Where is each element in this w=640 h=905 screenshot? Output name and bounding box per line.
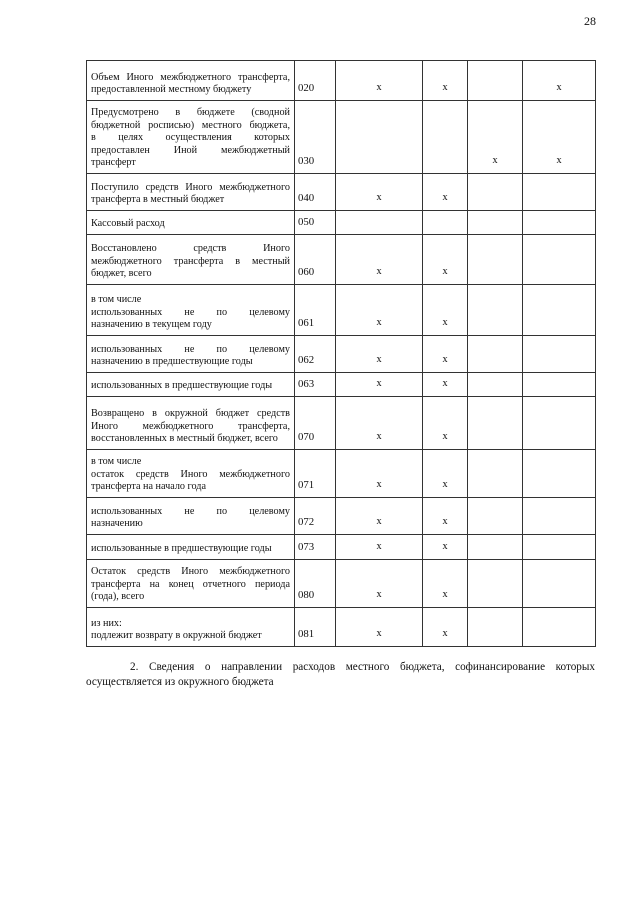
description-line: использованные в предшествующие годы <box>91 543 272 555</box>
table-row <box>87 450 596 498</box>
value-cell <box>336 101 423 174</box>
description-line: бюджетной росписью) местного бюджета, <box>91 119 290 131</box>
value-cell: х <box>423 498 468 535</box>
value-cell: х <box>336 373 423 397</box>
row-code: 061 <box>295 285 336 336</box>
value-cell <box>523 608 596 647</box>
description-line: трансферт <box>91 157 136 169</box>
table-row <box>87 101 596 174</box>
value-cell: х <box>336 535 423 560</box>
table-row <box>87 285 596 336</box>
description-line: в целях осуществления которых <box>91 132 290 144</box>
description-line: трансферта в местный бюджет <box>91 194 225 206</box>
value-cell <box>468 211 523 235</box>
value-cell: х <box>423 174 468 211</box>
description-line: Возвращено в окружной бюджет средств <box>91 408 290 420</box>
row-description <box>87 560 295 608</box>
value-cell <box>423 101 468 174</box>
value-cell <box>523 397 596 450</box>
description-line: в том числе <box>91 294 142 306</box>
table-row <box>87 535 596 560</box>
table-row <box>87 336 596 373</box>
row-code: 050 <box>295 211 336 235</box>
value-cell <box>468 285 523 336</box>
value-cell: х <box>423 336 468 373</box>
description-line: Остаток средств Иного межбюджетного <box>91 566 290 578</box>
value-cell: х <box>423 608 468 647</box>
description-line: остаток средств Иного межбюджетного <box>91 468 290 480</box>
table-row <box>87 560 596 608</box>
row-code: 020 <box>295 61 336 101</box>
value-cell <box>336 211 423 235</box>
value-cell: х <box>336 608 423 647</box>
row-description <box>87 336 295 373</box>
row-code: 070 <box>295 397 336 450</box>
value-cell <box>523 336 596 373</box>
value-cell <box>468 450 523 498</box>
value-cell: х <box>423 285 468 336</box>
row-description <box>87 235 295 285</box>
value-cell: х <box>468 101 523 174</box>
row-description <box>87 450 295 498</box>
value-cell: х <box>423 373 468 397</box>
row-code: 081 <box>295 608 336 647</box>
value-cell <box>468 373 523 397</box>
value-cell <box>523 498 596 535</box>
description-line: в том числе <box>91 456 142 468</box>
row-code: 062 <box>295 336 336 373</box>
value-cell <box>468 535 523 560</box>
row-description <box>87 61 295 101</box>
description-line: предоставлен Иной межбюджетный <box>91 144 290 156</box>
value-cell: х <box>423 560 468 608</box>
value-cell: х <box>423 450 468 498</box>
table-row <box>87 61 596 101</box>
row-code: 063 <box>295 373 336 397</box>
description-line: Кассовый расход <box>91 218 165 230</box>
description-line: Поступило средств Иного межбюджетного <box>91 181 290 193</box>
value-cell <box>523 535 596 560</box>
value-cell <box>468 336 523 373</box>
value-cell <box>468 61 523 101</box>
value-cell <box>523 235 596 285</box>
page-number: 28 <box>584 14 596 28</box>
row-code: 060 <box>295 235 336 285</box>
section-2-line-2: осуществляется из окружного бюджета <box>86 676 274 688</box>
value-cell <box>468 174 523 211</box>
description-line: Предусмотрено в бюджете (сводной <box>91 107 290 119</box>
row-code: 040 <box>295 174 336 211</box>
value-cell <box>468 498 523 535</box>
value-cell: х <box>336 397 423 450</box>
row-code: 071 <box>295 450 336 498</box>
row-code: 080 <box>295 560 336 608</box>
description-line: использованных не по целевому <box>91 343 290 355</box>
description-line: бюджет, всего <box>91 268 152 280</box>
value-cell <box>523 373 596 397</box>
section-2-line-1: 2. Сведения о направлении расходов местного бюджета, софинансирование которых <box>130 661 595 673</box>
description-line: Иного межбюджетного трансферта, <box>91 420 290 432</box>
description-line: из них: <box>91 617 122 629</box>
table-row <box>87 608 596 647</box>
value-cell: х <box>336 61 423 101</box>
row-description <box>87 373 295 397</box>
row-description <box>87 101 295 174</box>
description-line: Восстановлено средств Иного <box>91 243 290 255</box>
value-cell <box>468 560 523 608</box>
row-code: 030 <box>295 101 336 174</box>
row-description <box>87 174 295 211</box>
table-row <box>87 498 596 535</box>
description-line: межбюджетного трансферта в местный <box>91 255 290 267</box>
table-row <box>87 174 596 211</box>
row-description <box>87 397 295 450</box>
description-line: использованных не по целевому <box>91 505 290 517</box>
value-cell <box>523 174 596 211</box>
description-line: (года), всего <box>91 591 145 603</box>
row-description <box>87 211 295 235</box>
value-cell <box>468 397 523 450</box>
row-description <box>87 285 295 336</box>
value-cell <box>523 211 596 235</box>
table-row <box>87 373 596 397</box>
description-line: использованных в предшествующие годы <box>91 380 273 392</box>
table-row <box>87 211 596 235</box>
description-line: назначению в предшествующие годы <box>91 356 253 368</box>
value-cell: х <box>336 285 423 336</box>
description-line: подлежит возврату в окружной бюджет <box>91 630 262 642</box>
value-cell <box>468 608 523 647</box>
row-description <box>87 608 295 647</box>
value-cell: х <box>336 450 423 498</box>
value-cell: х <box>423 535 468 560</box>
value-cell: х <box>336 560 423 608</box>
row-code: 072 <box>295 498 336 535</box>
value-cell: х <box>336 498 423 535</box>
table-row <box>87 235 596 285</box>
description-line: использованных не по целевому <box>91 306 290 318</box>
value-cell: х <box>423 235 468 285</box>
description-line: трансферта на начало года <box>91 481 206 493</box>
transfer-report-table <box>86 60 596 647</box>
description-line: предоставленной местному бюджету <box>91 84 252 96</box>
value-cell <box>523 560 596 608</box>
description-line: трансферта на конец отчетного периода <box>91 578 290 590</box>
row-description <box>87 535 295 560</box>
value-cell: х <box>423 397 468 450</box>
value-cell: х <box>336 235 423 285</box>
value-cell: х <box>336 336 423 373</box>
description-line: восстановленных в местный бюджет, всего <box>91 433 278 445</box>
value-cell: х <box>423 61 468 101</box>
value-cell <box>523 450 596 498</box>
table-row <box>87 397 596 450</box>
value-cell <box>523 285 596 336</box>
row-description <box>87 498 295 535</box>
description-line: Объем Иного межбюджетного трансферта, <box>91 71 290 83</box>
value-cell <box>423 211 468 235</box>
description-line: назначению <box>91 518 143 530</box>
value-cell: х <box>523 101 596 174</box>
row-code: 073 <box>295 535 336 560</box>
section-2-paragraph <box>86 660 595 690</box>
value-cell: х <box>336 174 423 211</box>
value-cell: х <box>523 61 596 101</box>
value-cell <box>468 235 523 285</box>
description-line: назначению в текущем году <box>91 319 212 331</box>
